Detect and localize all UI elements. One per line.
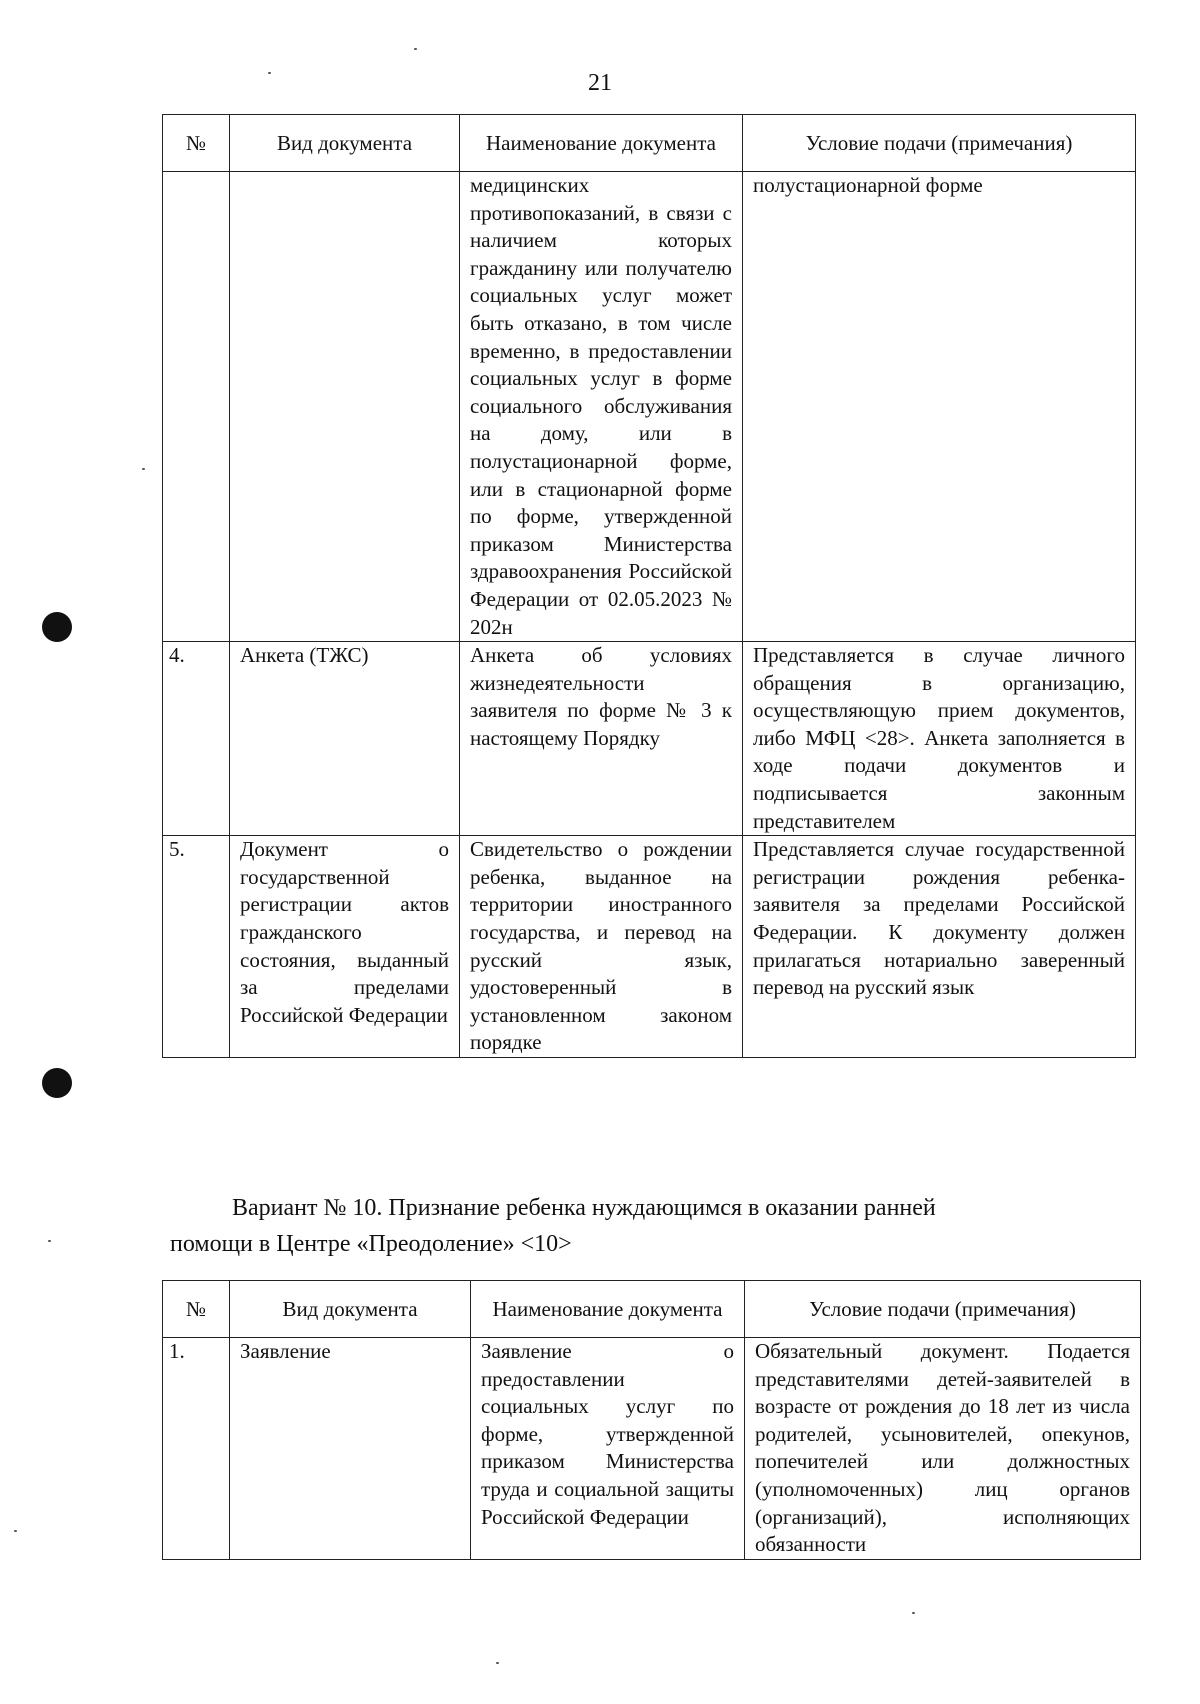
- row-document-name: медицинских противопоказаний, в связи с наличием которых гражданину или получателю социальных услуг может быть отказано, в том числе временно, в предоставлении социальных услуг в форме социального обслуживания на дому, или в полустационарной форме, или в стационарной форме по форме, утвержденной приказом Министерства здравоохранения Российской Федерации от 02.05.2023 № 202н: [460, 172, 743, 642]
- row-document-type: Документ о государственной регистрации актов гражданского состояния, выданный за пределами Российской Федерации: [230, 836, 460, 1058]
- binder-hole-mark: [42, 612, 72, 642]
- scan-speck: [268, 72, 271, 74]
- row-number: 1.: [163, 1338, 230, 1560]
- row-submission-condition: полустационарной форме: [743, 172, 1136, 642]
- section-heading-line-1: Вариант № 10. Признание ребенка нуждающимся в оказании ранней: [232, 1195, 936, 1221]
- header-submission-condition: Условие подачи (примечания): [745, 1281, 1141, 1338]
- scan-speck: [48, 1240, 51, 1242]
- scan-speck: [414, 48, 417, 50]
- row-document-name: Свидетельство о рождении ребенка, выданное на территории иностранного государства, и перевод на русский язык, удостоверенный в установленном законом порядке: [460, 836, 743, 1058]
- scan-speck: [912, 1612, 915, 1614]
- row-document-type: Заявление: [230, 1338, 471, 1560]
- section-heading-line-2: помощи в Центре «Преодоление» <10>: [170, 1231, 572, 1257]
- row-document-type: Анкета (ТЖС): [230, 642, 460, 836]
- table-row: [163, 1338, 1141, 1560]
- header-document-type: Вид документа: [230, 1281, 471, 1338]
- row-submission-condition: Представляется в случае личного обращения в организацию, осуществляющую прием документов, либо МФЦ <28>. Анкета заполняется в ходе подачи документов и подписывается законным представителем: [743, 642, 1136, 836]
- row-document-name: Анкета об условиях жизнедеятельности заявителя по форме № 3 к настоящему Порядку: [460, 642, 743, 836]
- header-number: №: [163, 1281, 230, 1338]
- binder-hole-mark: [42, 1068, 72, 1098]
- header-document-name: Наименование документа: [471, 1281, 745, 1338]
- table-row: [163, 642, 1136, 836]
- scan-speck: [142, 468, 145, 470]
- row-submission-condition: Обязательный документ. Подается представителями детей-заявителей в возрасте от рождения до 18 лет из числа родителей, усыновителей, опекунов, попечителей или должностных (уполномоченных) лиц органов (организаций), исполняющих обязанности: [745, 1338, 1141, 1560]
- row-number: [163, 172, 230, 642]
- documents-table-variant-10: [162, 1280, 1141, 1560]
- header-number: №: [163, 115, 230, 172]
- page-number: 21: [588, 70, 612, 96]
- table-header-row: [163, 1281, 1141, 1338]
- header-document-name: Наименование документа: [460, 115, 743, 172]
- table-row: [163, 836, 1136, 1058]
- row-submission-condition: Представляется случае государственной регистрации рождения ребенка-заявителя за пределами Российской Федерации. К документу должен прилагаться нотариально заверенный перевод на русский язык: [743, 836, 1136, 1058]
- header-submission-condition: Условие подачи (примечания): [743, 115, 1136, 172]
- row-document-type: [230, 172, 460, 642]
- table-row: [163, 172, 1136, 642]
- header-document-type: Вид документа: [230, 115, 460, 172]
- row-document-name: Заявление о предоставлении социальных услуг по форме, утвержденной приказом Министерства труда и социальной защиты Российской Федерации: [471, 1338, 745, 1560]
- scan-speck: [496, 1662, 499, 1664]
- section-heading: [172, 1190, 1122, 1262]
- scan-speck: [14, 1530, 17, 1532]
- row-number: 5.: [163, 836, 230, 1058]
- row-number: 4.: [163, 642, 230, 836]
- documents-table-continued: [162, 114, 1136, 1058]
- table-header-row: [163, 115, 1136, 172]
